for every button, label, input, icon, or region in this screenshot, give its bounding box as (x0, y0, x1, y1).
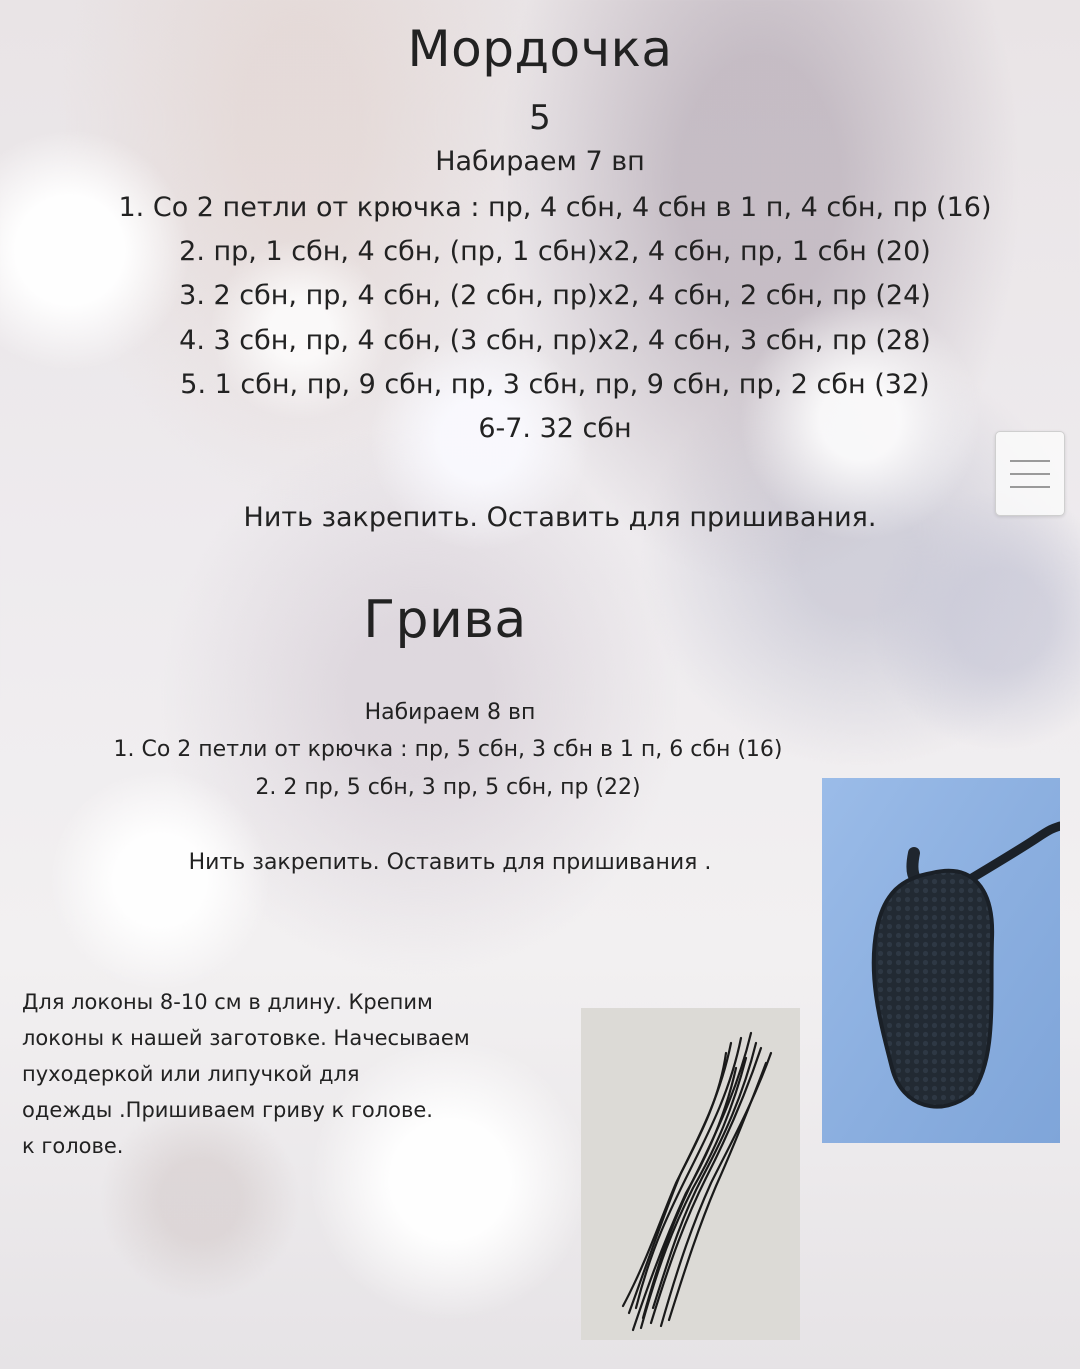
mane-note-line: одежды .Пришиваем гриву к голове. (22, 1098, 433, 1122)
face-title: Мордочка (407, 20, 673, 78)
face-number: 5 (529, 98, 551, 138)
face-cast-on: Набираем 7 вп (435, 146, 645, 177)
mane-note-line: локоны к нашей заготовке. Начесываем (22, 1026, 470, 1050)
face-row-5: 5. 1 сбн, пр, 9 сбн, пр, 3 сбн, пр, 9 сбн, пр, 2 сбн (32) (180, 369, 930, 400)
mane-title: Грива (363, 590, 527, 650)
face-row-1: 1. Со 2 петли от крючка : пр, 4 сбн, 4 сбн в 1 п, 4 сбн, пр (16) (118, 192, 992, 223)
face-row-3: 3. 2 сбн, пр, 4 сбн, (2 сбн, пр)х2, 4 сбн, 2 сбн, пр (24) (179, 280, 931, 311)
face-row-6-7: 6-7. 32 сбн (478, 413, 632, 444)
mane-row-2: 2. 2 пр, 5 сбн, 3 пр, 5 сбн, пр (22) (255, 775, 641, 800)
mane-cast-on: Набираем 8 вп (364, 700, 536, 725)
face-row-4: 4. 3 сбн, пр, 4 сбн, (3 сбн, пр)х2, 4 сбн, 3 сбн, пр (28) (179, 325, 931, 356)
mane-note-line: Для локоны 8-10 см в длину. Крепим (22, 990, 433, 1014)
crochet-mane-photo (822, 778, 1060, 1143)
mane-note-line: пуходеркой или липучкой для (22, 1062, 360, 1086)
face-row-2: 2. пр, 1 сбн, 4 сбн, (пр, 1 сбн)х2, 4 сбн, пр, 1 сбн (20) (179, 236, 931, 267)
mane-note-line: к голове. (22, 1134, 124, 1158)
mane-note (22, 984, 582, 1164)
menu-button[interactable] (995, 431, 1065, 516)
yarn-strands-photo (581, 1008, 800, 1340)
face-finish: Нить закрепить. Оставить для пришивания. (243, 502, 877, 533)
mane-row-1: 1. Со 2 петли от крючка : пр, 5 сбн, 3 сбн в 1 п, 6 сбн (16) (113, 737, 783, 762)
mane-finish: Нить закрепить. Оставить для пришивания . (188, 850, 712, 875)
